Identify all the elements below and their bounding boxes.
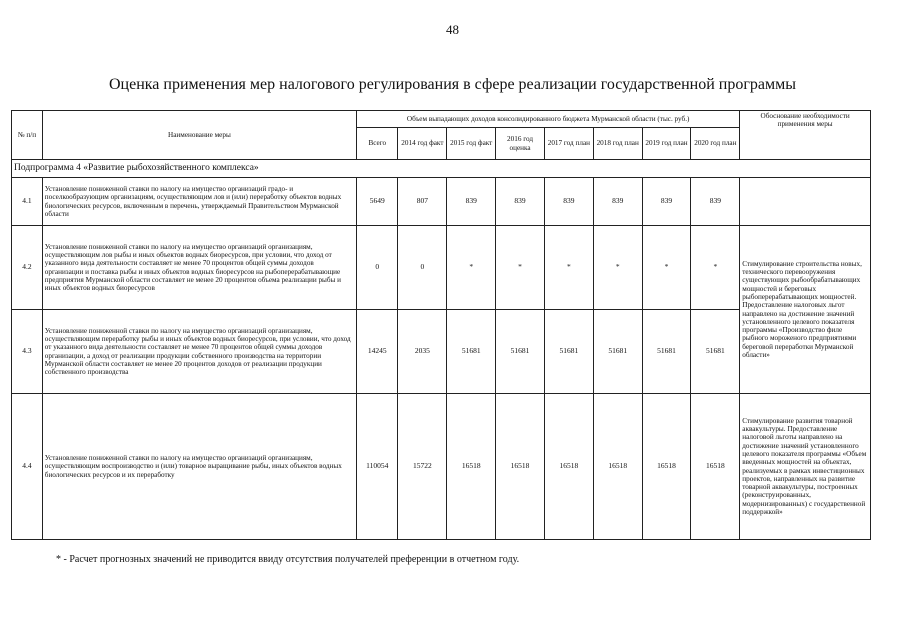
header-col-2020: 2020 год план xyxy=(691,128,740,160)
value-2019: 839 xyxy=(642,178,691,226)
subprogram-title: Подпрограмма 4 «Развитие рыбохозяйственного комплекса» xyxy=(12,160,871,178)
tax-measures-table xyxy=(11,110,871,540)
header-col-total: Всего xyxy=(357,128,398,160)
header-col-2016: 2016 год оценка xyxy=(496,128,545,160)
value-2015: 51681 xyxy=(447,310,496,394)
value-2014: 0 xyxy=(398,226,447,310)
footnote: * - Расчет прогнозных значений не приводится ввиду отсутствия получателей преференции в отчетном году. xyxy=(56,554,520,565)
header-name: Наименование меры xyxy=(42,111,356,160)
value-2020: 16518 xyxy=(691,394,740,540)
table-row xyxy=(12,178,871,226)
value-2017: 16518 xyxy=(544,394,593,540)
table-row xyxy=(12,226,871,310)
value-2016: * xyxy=(496,226,545,310)
value-2014: 15722 xyxy=(398,394,447,540)
value-total: 0 xyxy=(357,226,398,310)
value-2019: 16518 xyxy=(642,394,691,540)
value-2018: 16518 xyxy=(593,394,642,540)
value-2015: * xyxy=(447,226,496,310)
value-2020: * xyxy=(691,226,740,310)
value-2016: 51681 xyxy=(496,310,545,394)
value-2014: 807 xyxy=(398,178,447,226)
value-2018: * xyxy=(593,226,642,310)
header-col-2015: 2015 год факт xyxy=(447,128,496,160)
measure-name: Установление пониженной ставки по налогу на имущество организаций организациям, осуществляющим лов рыбы и иных объектов водных биоресурсов, при условии, что доход от указанного вида деятельности составляет не менее 70 процентов общей суммы доходов организации и поставка рыбы и иных объектов водных биоресурсов на рыбоперерабатывающие предприятия Мурманской области составляет не менее 20 процентов объема реализации рыбы и иных объектов водных биоресурсов xyxy=(42,226,356,310)
row-number: 4.2 xyxy=(12,226,43,310)
row-number: 4.1 xyxy=(12,178,43,226)
justification-processing: Стимулирование строительства новых, технического перевооружения существующих рыбообрабатывающих мощностей и береговых рыбоперерабатывающих мощностей. Предоставление налоговых льгот направлено на достижение значений установленного целевого показателя программы «Производство филе рыбного мороженого предприятиями береговой переработки Мурманской области» xyxy=(740,226,871,394)
value-2017: * xyxy=(544,226,593,310)
value-2019: * xyxy=(642,226,691,310)
header-col-2018: 2018 год план xyxy=(593,128,642,160)
value-total: 110054 xyxy=(357,394,398,540)
value-total: 5649 xyxy=(357,178,398,226)
value-2017: 51681 xyxy=(544,310,593,394)
header-budget-group: Объем выпадающих доходов консолидированного бюджета Мурманской области (тыс. руб.) xyxy=(357,111,740,128)
value-2017: 839 xyxy=(544,178,593,226)
value-2020: 839 xyxy=(691,178,740,226)
table-row xyxy=(12,394,871,540)
value-2016: 16518 xyxy=(496,394,545,540)
page-number: 48 xyxy=(446,22,459,37)
header-justification: Обоснование необходимости применения меры xyxy=(740,111,871,160)
value-2018: 839 xyxy=(593,178,642,226)
measure-name: Установление пониженной ставки по налогу на имущество организаций организациям, осуществляющим воспроизводство и (или) товарное выращивание рыбы, иных объектов водных биологических ресурсов и их переработку xyxy=(42,394,356,540)
value-2015: 16518 xyxy=(447,394,496,540)
value-2020: 51681 xyxy=(691,310,740,394)
value-2014: 2035 xyxy=(398,310,447,394)
document-title: Оценка применения мер налогового регулирования в сфере реализации государственной программы xyxy=(108,76,796,93)
row-number: 4.3 xyxy=(12,310,43,394)
value-2019: 51681 xyxy=(642,310,691,394)
header-col-2014: 2014 год факт xyxy=(398,128,447,160)
value-2018: 51681 xyxy=(593,310,642,394)
header-col-2017: 2017 год план xyxy=(544,128,593,160)
value-2016: 839 xyxy=(496,178,545,226)
justification-empty xyxy=(740,178,871,226)
header-col-2019: 2019 год план xyxy=(642,128,691,160)
header-num: № п/п xyxy=(12,111,43,160)
value-2015: 839 xyxy=(447,178,496,226)
measure-name: Установление пониженной ставки по налогу на имущество организаций градо- и поселкообразующим организациям, осуществляющим лов и (или) переработку объектов водных биологических ресурсов, включенным в перечень, утверждаемый Правительством Мурманской области xyxy=(42,178,356,226)
justification-aquaculture: Стимулирование развития товарной аквакультуры. Предоставление налоговой льготы направлено на достижение значений установленного целевого показателя программы «Объем введенных мощностей на объектах, реализуемых в рамках инвестиционных проектов, направленных на развитие товарной аквакультуры, построенных (реконструированных, модернизированных) с государственной поддержкой» xyxy=(740,394,871,540)
value-total: 14245 xyxy=(357,310,398,394)
measure-name: Установление пониженной ставки по налогу на имущество организаций организациям, осуществляющим переработку рыбы и иных объектов водных биоресурсов, при условии, что доход от указанного вида деятельности составляет не менее 70 процентов общей суммы доходов организации, а доход от реализации продукции собственного производства на территории Мурманской области составляет не менее 20 процентов доходов от реализации продукции собственного производства xyxy=(42,310,356,394)
row-number: 4.4 xyxy=(12,394,43,540)
